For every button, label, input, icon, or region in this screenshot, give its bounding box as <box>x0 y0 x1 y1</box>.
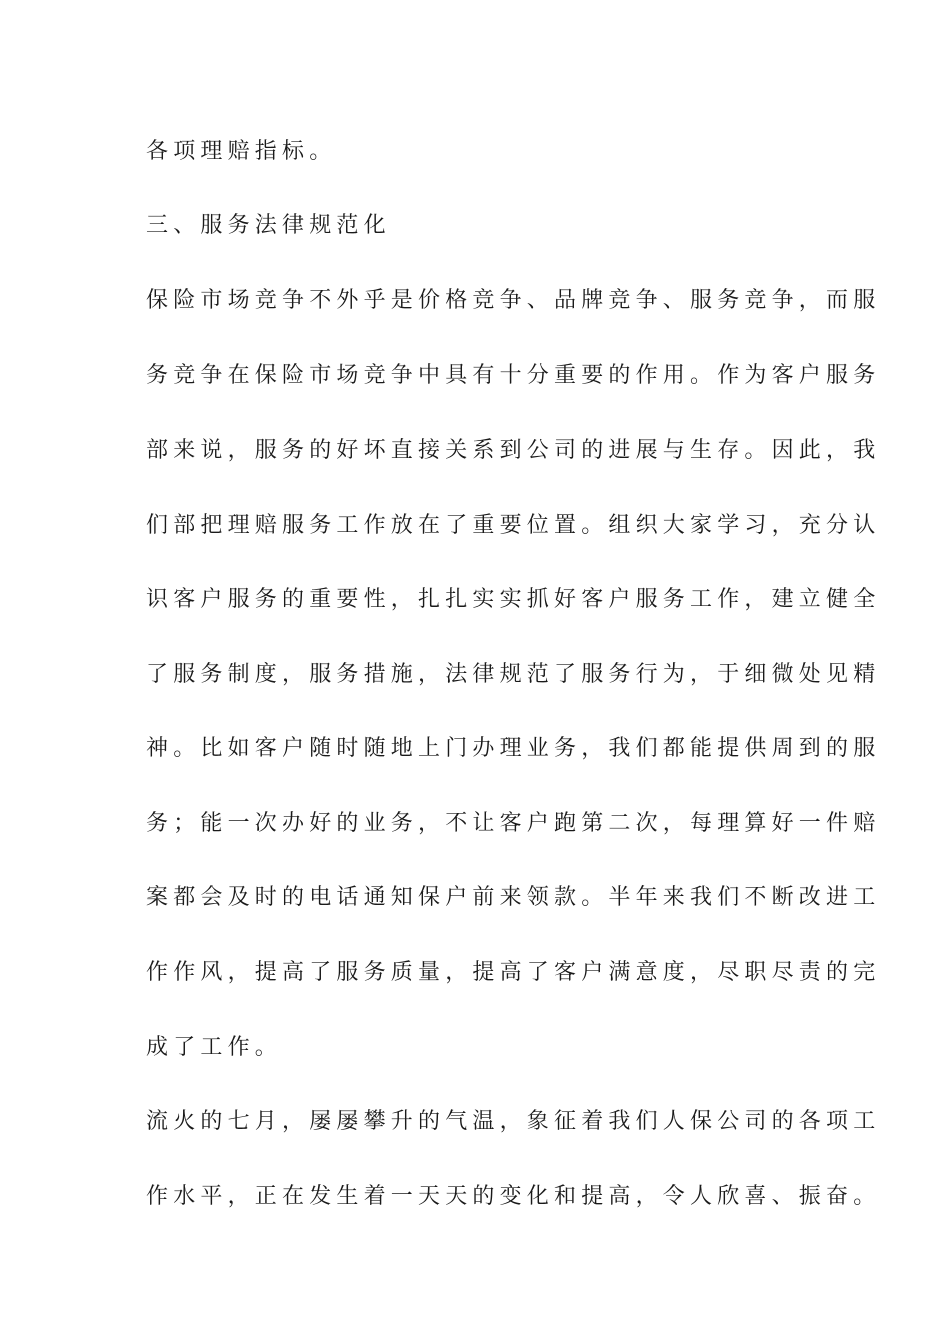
text-line: 了服务制度，服务措施，法律规范了服务行为，于细微处见精 <box>146 662 881 687</box>
text-line: 流火的七月，屡屡攀升的气温，象征着我们人保公司的各项工 <box>146 1109 881 1134</box>
text-line: 务；能一次办好的业务，不让客户跑第二次，每理算好一件赔 <box>146 811 881 836</box>
text-line: 各项理赔指标。 <box>146 139 337 164</box>
section-heading: 三、服务法律规范化 <box>146 213 391 238</box>
text-line: 识客户服务的重要性，扎扎实实抓好客户服务工作，建立健全 <box>146 587 881 612</box>
text-line: 们部把理赔服务工作放在了重要位置。组织大家学习，充分认 <box>146 513 881 538</box>
text-line: 保险市场竞争不外乎是价格竞争、品牌竞争、服务竞争，而服 <box>146 288 881 313</box>
text-line: 作作风，提高了服务质量，提高了客户满意度，尽职尽责的完 <box>146 960 881 985</box>
text-line: 部来说，服务的好坏直接关系到公司的进展与生存。因此，我 <box>146 438 881 463</box>
text-line: 案都会及时的电话通知保户前来领款。半年来我们不断改进工 <box>146 885 881 910</box>
text-line: 务竞争在保险市场竞争中具有十分重要的作用。作为客户服务 <box>146 363 881 388</box>
text-line: 神。比如客户随时随地上门办理业务，我们都能提供周到的服 <box>146 736 881 761</box>
text-line: 成了工作。 <box>146 1035 283 1060</box>
text-line: 作水平，正在发生着一天天的变化和提高，令人欣喜、振奋。 <box>146 1184 881 1209</box>
